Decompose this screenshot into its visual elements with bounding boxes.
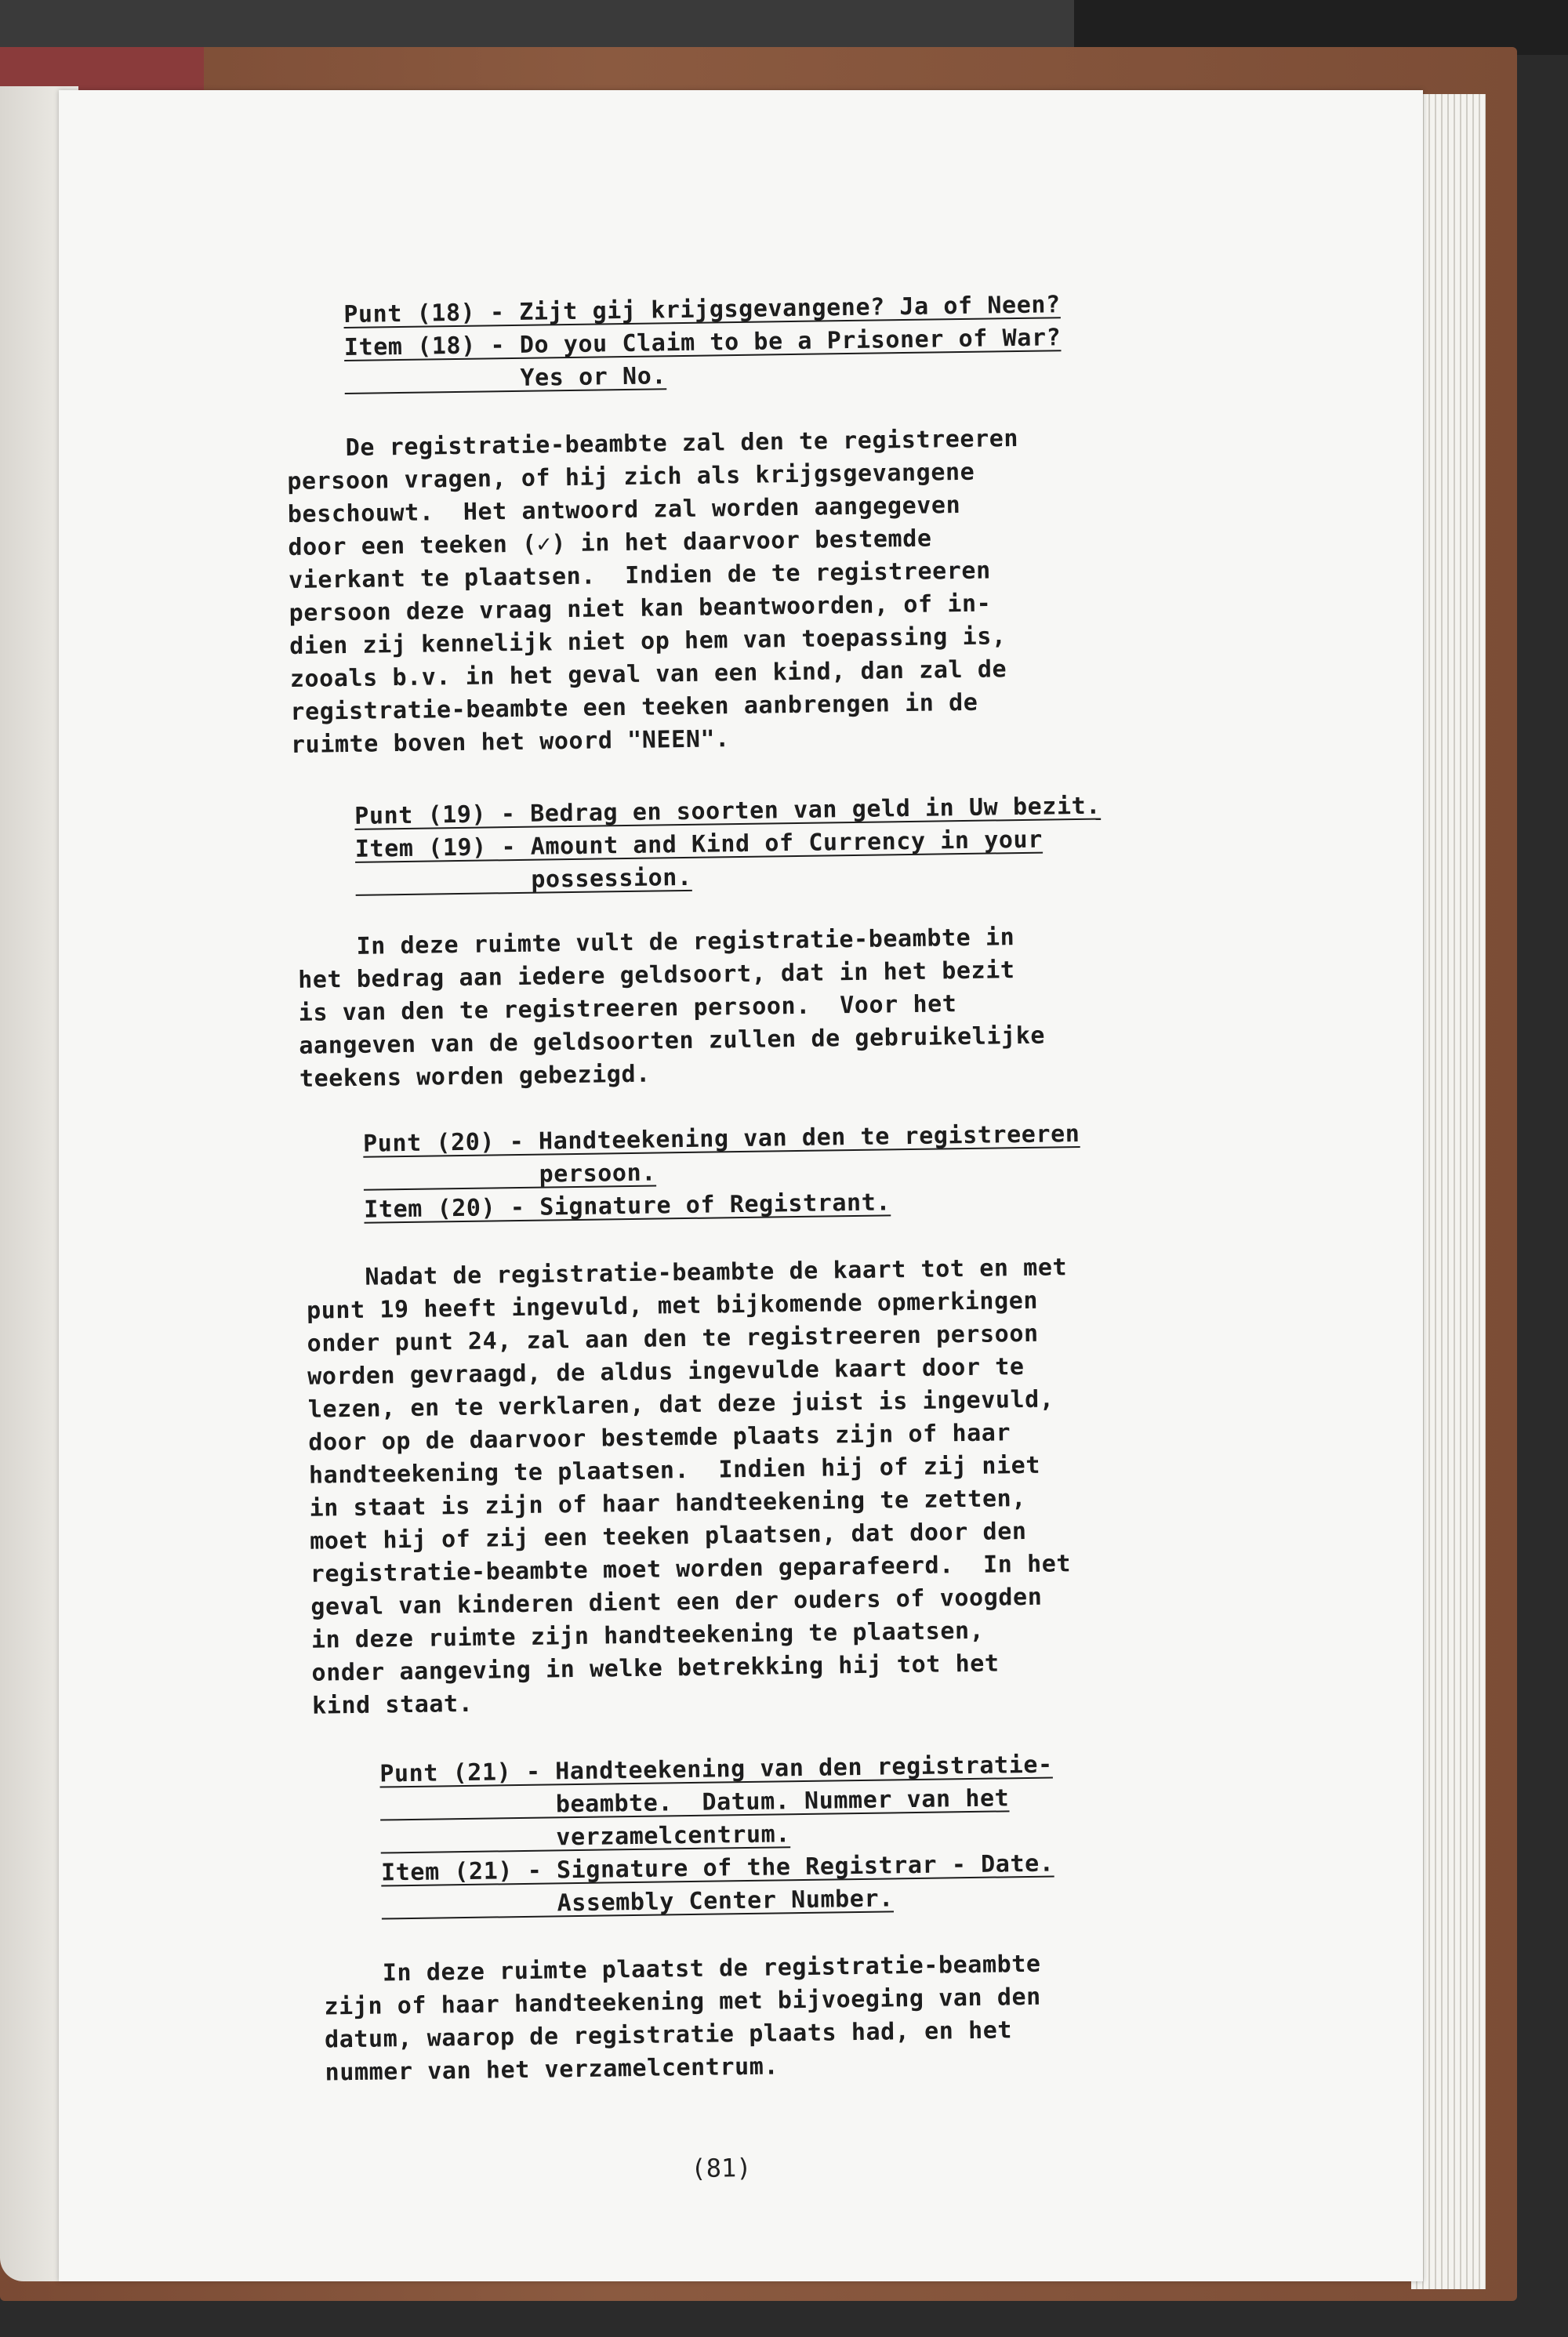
body-19-line: aangeven van de geldsoorten zullen de gebruikelijke [299, 1022, 1046, 1060]
heading-item-18-cont: Yes or No. [344, 362, 667, 394]
body-20-line: registratie-beambte moet worden geparafeerd. In het [310, 1550, 1072, 1588]
heading-punt-20: Punt (20) - Handteekening van den te registreeren [362, 1120, 1080, 1158]
heading-punt-21-cont: beambte. Datum. Nummer van het [379, 1784, 1010, 1821]
body-18-line: registratie-beambte een teeken aanbrengen in de [290, 688, 978, 726]
body-19-line: In deze ruimte vult de registratie-beambte in [356, 924, 1015, 960]
body-20-line: in deze ruimte zijn handteekening te plaatsen, [310, 1617, 985, 1654]
body-20-line: moet hij of zij een teeken plaatsen, dat door den [309, 1517, 1027, 1555]
body-20-line: punt 19 heeft ingevuld, met bijkomende opmerkingen [306, 1286, 1039, 1325]
body-18-line: door een teeken (✓) in het daarvoor bestemde [288, 524, 932, 562]
heading-punt-20-cont: persoon. [363, 1159, 657, 1191]
body-21-line: datum, waarop de registratie plaats had, en het [324, 2016, 1013, 2054]
body-20-line: geval van kinderen dient een der ouders of voogden [310, 1583, 1043, 1621]
page-number: (81) [691, 2152, 752, 2184]
body-18-line: dien zij kennelijk niet op hem van toepassing is, [289, 622, 1007, 660]
heading-item-20: Item (20) - Signature of Registrant. [364, 1188, 891, 1224]
heading-item-19: Item (19) - Amount and Kind of Currency in your [354, 826, 1044, 863]
body-20-line: in staat is zijn of haar handteekening te zetten, [309, 1484, 1027, 1522]
heading-punt-18: Punt (18) - Zijt gij krijgsgevangene? Ja of Neen? [343, 291, 1061, 328]
body-18-line: zooals b.v. in het geval van een kind, dan zal de [289, 655, 1007, 693]
body-20-line: door op de daarvoor bestemde plaats zijn of haar [308, 1419, 1011, 1457]
body-20-line: kind staat. [311, 1689, 474, 1720]
body-18-line: ruimte boven het woord "NEEN". [290, 725, 731, 759]
body-21-line: zijn of haar handteekening met bijvoeging van den [324, 1983, 1042, 2021]
body-20-line: worden gevraagd, de aldus ingevulde kaart door te [307, 1353, 1025, 1391]
body-20-line: handteekening te plaatsen. Indien hij of zij niet [308, 1451, 1041, 1490]
body-18-line: vierkant te plaatsen. Indien de te registreeren [288, 557, 991, 595]
page-content [46, 81, 1441, 2291]
body-18-line: De registratie-beambte zal den te registreeren [345, 424, 1019, 462]
document-page [59, 90, 1423, 2281]
body-19-line: het bedrag aan iedere geldsoort, dat in het bezit [297, 956, 1015, 994]
body-20-line: onder aangeving in welke betrekking hij tot het [311, 1649, 1000, 1687]
body-18-line: persoon deze vraag niet kan beantwoorden, of in- [289, 590, 992, 628]
body-21-line: In deze ruimte plaatst de registratie-beambte [382, 1950, 1041, 1987]
heading-item-21-cont: Assembly Center Number. [381, 1885, 895, 1920]
heading-punt-21: Punt (21) - Handteekening van den registratie- [379, 1751, 1053, 1788]
body-19-line: teekens worden gebezigd. [299, 1060, 652, 1093]
heading-item-21: Item (21) - Signature of the Registrar - Date. [380, 1849, 1054, 1887]
body-20-line: lezen, en te verklaren, dat deze juist is ingevuld, [307, 1385, 1054, 1424]
heading-punt-21-cont: verzamelcentrum. [380, 1820, 791, 1854]
body-18-line: persoon vragen, of hij zich als krijgsgevangene [287, 458, 975, 496]
body-18-line: beschouwt. Het antwoord zal worden aangegeven [287, 492, 961, 529]
heading-item-19-cont: possession. [355, 863, 692, 896]
body-20-line: Nadat de registratie-beambte de kaart tot en met [365, 1254, 1068, 1291]
body-21-line: nummer van het verzamelcentrum. [325, 2052, 779, 2087]
heading-punt-19: Punt (19) - Bedrag en soorten van geld in Uw bezit. [354, 792, 1102, 830]
body-19-line: is van den te registreeren persoon. Voor het [298, 990, 957, 1027]
heading-item-18: Item (18) - Do you Claim to be a Prisoner of War? [343, 324, 1062, 361]
body-20-line: onder punt 24, zal aan den te registreeren persoon [307, 1319, 1039, 1358]
